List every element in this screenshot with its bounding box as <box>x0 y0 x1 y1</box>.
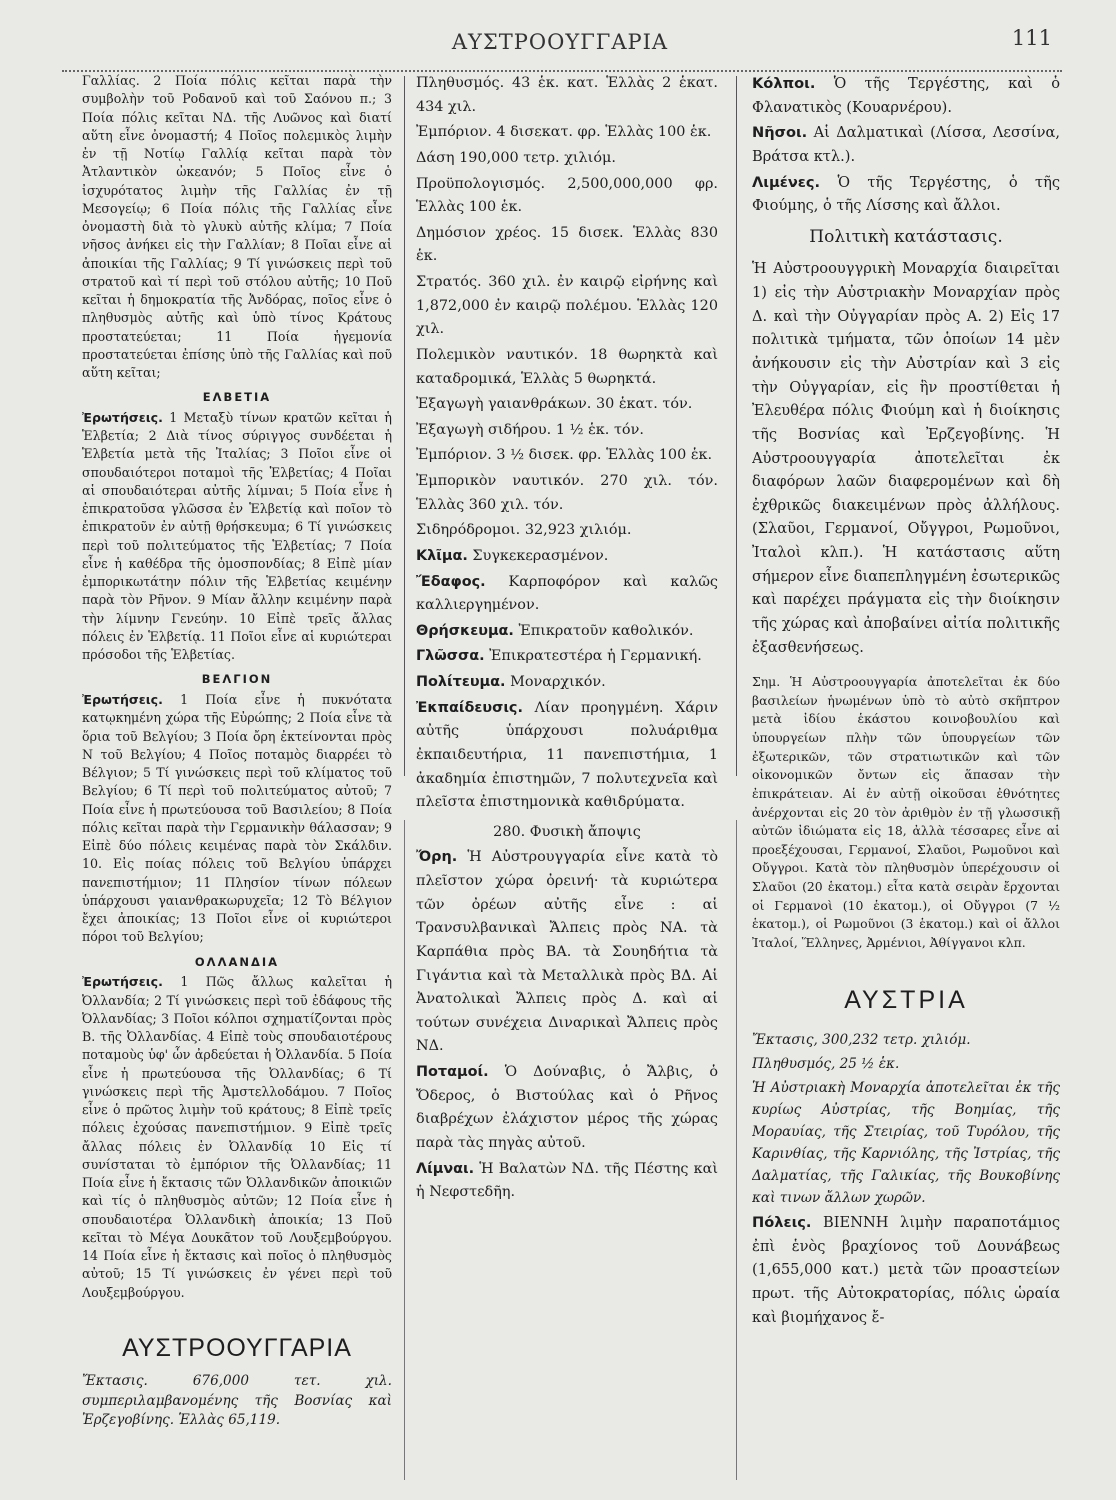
france-questions-text: Γαλλίας. 2 Ποία πόλις κεῖται παρὰ τὴν συμβολὴν τοῦ Ροδανοῦ καὶ τοῦ Σαόνου π.; 3 Ποία πόλις κεῖται ΝΔ. τῆς Λυῶνος καὶ διατί αὕτη εἶνε ὀνομαστή; 4 Ποῖος πολεμικὸς λιμὴν ἐν τῇ Νοτίῳ Γαλλίᾳ κεῖται παρὰ τὸν Ἀτλαντικὸν ὠκεανόν; 5 Ποῖος εἶνε ὁ ἰσχυρότατος λιμὴν τῆς Γαλλίας ἐν τῇ Μεσογείῳ; 6 Ποία πόλις τῆς Γαλλίας εἶνε ὀνομαστὴ διὰ τὸ γλυκὺ αὐτῆς κλίμα; 7 Ποία νῆσος ἀνήκει εἰς τὴν Γαλλίαν; 8 Ποῖαι εἶνε αἱ ἀποικίαι τῆς Γαλλίας; 9 Τί γινώσκεις περὶ τοῦ στρατοῦ καὶ τί περὶ τοῦ στόλου αὐτῆς; 10 Ποῦ κεῖται ἡ δημοκρατία τῆς Ἀνδόρας, ποῖος εἶνε ὁ πληθυσμὸς αὐτῆς καὶ ὑπὸ τίνος Κράτους προστατεύεται; 11 Ποία ἡγεμονία προστατεύεται ἐπίσης ὑπὸ τῆς Γαλλίας καὶ ποῦ αὕτη κεῖται; <box>82 73 392 380</box>
questions-label: Ἐρωτήσεις. <box>82 409 163 425</box>
gulfs-label: Κόλποι. <box>752 75 816 92</box>
rivers-text: Ὁ Δούναβις, ὁ Ἄλβις, ὁ Ὄδερος, ὁ Βιστούλας καὶ ὁ Ρῆνος διαβρέχων ἐλάχιστον μέρος τῆς χώρας παρὰ τὰς πηγὰς αὐτοῦ. <box>416 1064 718 1151</box>
column-divider <box>736 76 737 776</box>
polity-label: Πολίτευμα. <box>416 674 506 690</box>
holland-heading: ΟΛΛΑΝΔΙΑ <box>194 954 280 969</box>
islands-label: Νῆσοι. <box>752 124 808 142</box>
railways-entry: Σιδηρόδρομοι. 32,923 χιλιόμ. <box>416 522 632 539</box>
climate-label: Κλῖμα. <box>416 547 468 564</box>
note-label: Σημ. <box>752 674 781 690</box>
page-number: 111 <box>1011 26 1052 50</box>
commerce-entry: Ἐμπόριον. 4 δισεκατ. φρ. Ἑλλὰς 100 ἑκ. <box>416 124 712 141</box>
column-divider <box>736 820 737 1480</box>
polity-text: Μοναρχικόν. <box>510 674 606 690</box>
austria-hungary-title: ΑΥΣΤΡΟΟΥΓΓΑΡΙΑ <box>122 1333 352 1362</box>
questions-label: Ἐρωτήσεις. <box>82 974 163 990</box>
austria-description: Ἡ Αὐστριακὴ Μοναρχία ἀποτελεῖται ἐκ τῆς κυρίως Αὐστρίας, τῆς Βοημίας, τῆς Μοραυίας, τῆς Στειρίας, τοῦ Τυρόλου, τῆς Καρινθίας, τῆς Καρνιόλης, τῆς Ἰστρίας, τῆς Δαλματίας, τῆς Γαλικίας, τῆς Βουκοβίνης καὶ τινων ἄλλων χωρῶν. <box>752 1079 1060 1207</box>
forests-entry: Δάση 190,000 τετρ. χιλιόμ. <box>416 149 616 166</box>
column-divider <box>404 76 405 776</box>
education-label: Ἐκπαίδευσις. <box>416 699 523 716</box>
merchant-navy-entry: Ἐμπορικὸν ναυτικόν. 270 χιλ. τόν. Ἑλλὰς 360 χιλ. τόν. <box>416 473 718 513</box>
iron-entry: Ἐξαγωγὴ σιδήρου. 1 ½ ἑκ. τόν. <box>416 421 644 438</box>
cities-entry <box>752 1211 1060 1329</box>
budget-entry: Προϋπολογισμός. 2,500,000,000 φρ. Ἑλλὰς 100 ἑκ. <box>416 175 718 216</box>
soil-text: Καρποφόρον καὶ καλῶς καλλιεργημένον. <box>416 573 718 614</box>
lakes-text: Ἡ Βαλατὼν ΝΔ. τῆς Πέστης καὶ ἡ Νεφστεδῆη. <box>416 1160 718 1201</box>
ports-entry <box>752 171 1060 218</box>
running-head: ΑΥΣΤΡΟΟΥΓΓΑΡΙΑ <box>451 30 669 54</box>
questions-label: Ἐρωτήσεις. <box>82 692 163 708</box>
column-3 <box>752 72 1060 1484</box>
belgium-questions <box>82 691 392 947</box>
lakes-label: Λίμναι. <box>416 1160 475 1177</box>
education-entry <box>416 697 718 815</box>
ports-label: Λιμένες. <box>752 173 821 191</box>
rivers-entry <box>416 1061 718 1156</box>
population-entry: Πληθυσμός. 43 ἑκ. κατ. Ἑλλὰς 2 ἑκατ. 434 χιλ. <box>416 75 718 115</box>
column-2 <box>416 72 718 1484</box>
islands-text: Αἱ Δαλματικαὶ (Λίσσα, Λεσσίνα, Βράτσα κτλ.). <box>752 124 1060 165</box>
ports-text: Ὁ τῆς Τεργέστης, ὁ τῆς Φιούμης, ὁ τῆς Λίσσης καὶ ἄλλοι. <box>752 173 1060 215</box>
austria-area: Ἔκτασις, 300,232 τετρ. χιλιόμ. <box>752 1031 971 1048</box>
navy-entry: Πολεμικὸν ναυτικόν. 18 θωρηκτὰ καὶ καταδρομικά, Ἑλλὰς 5 θωρηκτά. <box>416 346 718 387</box>
soil-entry <box>416 571 718 618</box>
belgium-questions-text: 1 Ποία εἶνε ἡ πυκνότατα κατῳκημένη χώρα τῆς Εὐρώπης; 2 Ποία εἶνε τὰ ὅρια τοῦ Βελγίου; 3 Ποία ὄρη ἐκτείνονται πρὸς Ν τοῦ Βελγίου; 4 Ποῖος ποταμὸς διαρρέει τὸ Βέλγιον; 5 Τί γινώσκεις περὶ τοῦ κλίματος τοῦ Βελγίου; 6 Τί περὶ τοῦ πολιτεύματος αὐτοῦ; 7 Ποία εἶνε ἡ πρωτεύουσα τοῦ Βασιλείου; 8 Ποία πόλις κεῖται παρὰ τὴν Γερμανικὴν θάλασσαν; 9 Εἰπὲ δύο πόλεις κειμένας παρὰ τὸν Σκάλδιν. 10. Εἰς ποίας πόλεις τοῦ Βελγίου ὑπάρχει πανεπιστήμιον; 11 Πλησίον τίνων πόλεων ὑπάρχουσι γαιανθρακωρυχεῖα; 12 Τὸ Βέλγιον ἔχει ἀποικίας; 13 Ποῖοι εἶνε οἱ κυριώτεροι πόροι τοῦ Βελγίου; <box>82 692 392 945</box>
religion-text: Ἐπικρατοῦν καθολικόν. <box>518 622 694 639</box>
physical-aspect-heading: 280. Φυσικὴ ἄποψις <box>493 823 641 840</box>
rivers-label: Ποταμοί. <box>416 1064 489 1080</box>
language-entry <box>416 645 718 669</box>
note-paragraph <box>752 673 1060 952</box>
commerce2-entry: Ἐμπόριον. 3 ½ δισεκ. φρ. Ἑλλὰς 100 ἑκ. <box>416 447 713 464</box>
holland-questions <box>82 973 392 1302</box>
religion-label: Θρήσκευμα. <box>416 622 514 639</box>
political-heading: Πολιτικὴ κατάστασις. <box>809 226 1003 247</box>
cities-label: Πόλεις. <box>752 1214 812 1232</box>
polity-entry <box>416 671 718 695</box>
language-text: Ἐπικρατεστέρα ἡ Γερμανική. <box>489 648 702 665</box>
mountains-entry <box>416 846 718 1059</box>
holland-questions-text: 1 Πῶς ἄλλως καλεῖται ἡ Ὀλλανδία; 2 Τί γινώσκεις περὶ τοῦ ἐδάφους τῆς Ὀλλανδίας; 3 Ποῖοι κόλποι σχηματίζονται πρὸς Β. τῆς Ὀλλανδίας. 4 Εἰπὲ τοὺς σπουδαιοτέρους ποταμοὺς ὑφ' ὧν ἀρδεύεται ἡ Ὀλλανδία. 5 Ποία εἶνε ἡ πρωτεύουσα τῆς Ὀλλανδίας; 6 Τί γινώσκεις περὶ τῆς Ἀμστελλοδάμου. 7 Ποῖος εἶνε ὁ πρῶτος λιμὴν τοῦ κράτους; 8 Εἰπὲ τρεῖς πόλεις ἐχούσας πανεπιστήμιον. 9 Εἰπὲ τρεῖς ἄλλας πόλεις ἐν Ὀλλανδίᾳ 10 Εἰς τί συνίσταται τὸ ἐμπόριον τῆς Ὀλλανδίας; 11 Ποία εἶνε ἡ ἔκτασις τῶν Ὀλλανδικῶν ἀποικιῶν καὶ τίς ὁ πληθυσμὸς αὐτῶν; 12 Ποία εἶνε ἡ σπουδαιοτέρα Ὀλλανδικὴ ἀποικία; 13 Ποῦ κεῖται τὸ Μέγα Δουκᾶτον τοῦ Λουξεμβούργου. 14 Ποία εἶνε ἡ ἔκτασις καὶ ποῖος ὁ πληθυσμὸς αὐτοῦ; 15 Τί γινώσκεις ἐν γένει περὶ τοῦ Λουξεμβούργου. <box>82 974 392 1300</box>
gulfs-text: Ὁ τῆς Τεργέστης, καὶ ὁ Φλανατικὸς (Κουαρνέρου). <box>752 75 1060 116</box>
belgium-heading: ΒΕΛΓΙΟΝ <box>201 672 273 687</box>
austria-title: ΑΥΣΤΡΙΑ <box>844 986 968 1015</box>
austria-hungary-area: Ἔκτασις. 676,000 τετ. χιλ. συμπεριλαμβανομένης τῆς Βοσνίας καὶ Ἐρζεγοβίνης. Ἑλλὰς 65,119. <box>82 1373 392 1429</box>
austria-population: Πληθυσμός, 25 ½ ἑκ. <box>752 1055 900 1072</box>
lakes-entry <box>416 1158 718 1205</box>
cities-text: ΒΙΕΝΝΗ λιμὴν παραποτάμιος ἐπὶ ἑνὸς βραχίονος τοῦ Δουνάβεως (1,655,000 κατ.) μετὰ τῶν προαστείων πρωτ. τῆς Αὐτοκρατορίας, πόλις ὡραία καὶ βιομήχανος ἔ- <box>752 1214 1060 1326</box>
mountains-label: Ὄρη. <box>416 849 458 866</box>
education-text: Λίαν προηγμένη. Χάριν αὐτῆς ὑπάρχουσι πολυάριθμα ἐκπαιδευτήρια, 11 πανεπιστήμια, 1 ἀκαδημία ἐπιστημῶν, 7 πολυτεχνεῖα καὶ πλεῖστα ἐπιστημονικὰ καθιδρύματα. <box>416 699 718 811</box>
column-divider <box>404 820 405 1480</box>
page-header <box>60 26 1060 66</box>
language-label: Γλῶσσα. <box>416 648 485 665</box>
gulfs-entry <box>752 72 1060 119</box>
debt-entry: Δημόσιον χρέος. 15 δισεκ. Ἑλλὰς 830 ἑκ. <box>416 224 718 265</box>
climate-text: Συγκεκερασμένον. <box>472 547 609 564</box>
climate-entry <box>416 545 718 569</box>
religion-entry <box>416 620 718 644</box>
soil-label: Ἔδαφος. <box>416 573 486 590</box>
note-text: Ἡ Αὐστροουγγαρία ἀποτελεῖται ἐκ δύο βασιλείων ἡνωμένων ὑπὸ τὸ αὐτὸ σκῆπτρον μετὰ ἰδίου ἑκάστου κοινοβουλίου καὶ ὑπουργείων πλὴν τῶν ὑπουργείων τῶν ἐξωτερικῶν, τῶν στρατιωτικῶν καὶ τῶν οἰκονομικῶν ὄντων εἰς ἅπασαν τὴν ἐπικράτειαν. Αἱ ἐν αὐτῇ οἰκοῦσαι ἐθνότητες ἀνέρχονται εἰς 20 τὸν ἀριθμὸν ἐν τῇ γλωσσικῇ αὐτῶν ἰδιώματα εἰς 18, ἀλλὰ τέσσαρες εἶνε αἱ προεξέχουσαι, Γερμανοί, Σλαῦοι, Ρωμοῦνοι καὶ Οὔγγροι. Κατὰ τὸν πληθυσμὸν ὑπερέχουσιν οἱ Σλαῦοι (20 ἑκατομ.) εἶτα κατὰ σειρὰν ἔρχονται οἱ Γερμανοὶ (10 ἑκατομ.), οἱ Οὔγγροι (7 ½ ἑκατομ.), οἱ Ρωμοῦνοι (3 ἑκατομ.) καὶ οἱ ἄλλοι Ἰταλοί, Ἕλληνες, Ἀρμένιοι, Ἀθίγγανοι κλπ. <box>752 674 1060 950</box>
islands-entry <box>752 121 1060 168</box>
coal-entry: Ἐξαγωγὴ γαιανθράκων. 30 ἑκατ. τόν. <box>416 396 693 413</box>
column-1 <box>82 72 392 1484</box>
mountains-text: Ἡ Αὐστρουγγαρία εἶνε κατὰ τὸ πλεῖστον χώρα ὀρεινή· τὰ κυριώτερα τῶν ὀρέων αὐτῆς εἶνε : αἱ Τρανσυλβανικαὶ Ἄλπεις πρὸς ΝΑ. τὰ Καρπάθια πρὸς ΒΑ. τὰ Σουηδήτια τὰ Γιγάντια καὶ τὰ Μεταλλικὰ πρὸς ΒΔ. Αἱ Ἀνατολικαὶ Ἄλπεις πρὸς Δ. καὶ αἱ τούτων συνέχεια Διναρικαὶ Ἄλπεις πρὸς ΝΔ. <box>416 849 718 1055</box>
switzerland-questions-text: 1 Μεταξὺ τίνων κρατῶν κεῖται ἡ Ἑλβετία; 2 Διὰ τίνος σύριγγος συνδέεται ἡ Ἑλβετία μετὰ τῆς Ἰταλίας; 3 Ποῖοι εἶνε οἱ σπουδαιότεροι ποταμοὶ τῆς Ἑλβετίας; 4 Ποῖαι αἱ σπουδαιότεραι αὐτῆς λίμναι; 5 Ποία εἶνε ἡ ἐπικρατοῦσα γλῶσσα ἐν Ἑλβετίᾳ καὶ ποῖον τὸ ἐπικρατοῦν ἐν αὐτῇ θρήσκευμα; 6 Τί γινώσκεις περὶ τοῦ πολιτεύματος τῆς Ἑλβετίας; 7 Ποία εἶνε ἡ καθέδρα τῆς ὁμοσπονδίας; 8 Εἰπὲ μίαν ἐμπορικωτάτην πόλιν τῆς Ἑλβετίας κειμένην παρὰ τὸν Ρῆνον. 9 Μίαν ἄλλην κειμένην παρὰ τὴν λίμνην Γενεύην. 10 Εἰπὲ τρεῖς ἄλλας πόλεις ἐν Ἑλβετίᾳ. 11 Ποῖοι εἶνε αἱ κυριώτεραι πρόσοδοι τῆς Ἑλβετίας. <box>82 409 392 663</box>
political-text: Ἡ Αὐστροουγγρικὴ Μοναρχία διαιρεῖται 1) εἰς τὴν Αὐστριακὴν Μοναρχίαν πρὸς Δ. καὶ τὴν Οὐγγαρίαν πρὸς Α. 2) Εἰς 17 πολιτικὰ τμήματα, τῶν ὁποίων 14 μὲν ἀνήκουσιν εἰς τὴν Αὐστρίαν καὶ 3 εἰς τὴν Οὐγγαρίαν, εἰς ἣν προστίθεται ἡ Ἐλευθέρα πόλις Φιούμη καὶ ἡ διοίκησις τῆς Βοσνίας καὶ Ἐρζεγοβίνης. Ἡ Αὐστροουγγαρία ἀποτελεῖται ἐκ διαφόρων λαῶν διαφερομένων καὶ δὴ ἐχθρικῶς διακειμένων πρὸς ἀλλήλους. (Σλαῦοι, Γερμανοί, Οὔγγροι, Ρωμοῦνοι, Ἰταλοὶ κλπ.). Ἡ κατάστασις αὕτη σήμερον εἶνε διαπεπληγμένη ἐσωτερικῶς καὶ παρέχει πράγματα εἰς τὴν διοίκησιν τῆς χώρας καὶ ἀποβαίνει αἰτία πολιτικῆς ἐξασθενήσεως. <box>752 260 1060 656</box>
switzerland-heading: ΕΛΒΕΤΙΑ <box>202 390 272 405</box>
switzerland-questions <box>82 409 392 665</box>
army-entry: Στρατός. 360 χιλ. ἐν καιρῷ εἰρήνης καὶ 1,872,000 ἐν καιρῷ πολέμου. Ἑλλὰς 120 χιλ. <box>416 274 718 338</box>
